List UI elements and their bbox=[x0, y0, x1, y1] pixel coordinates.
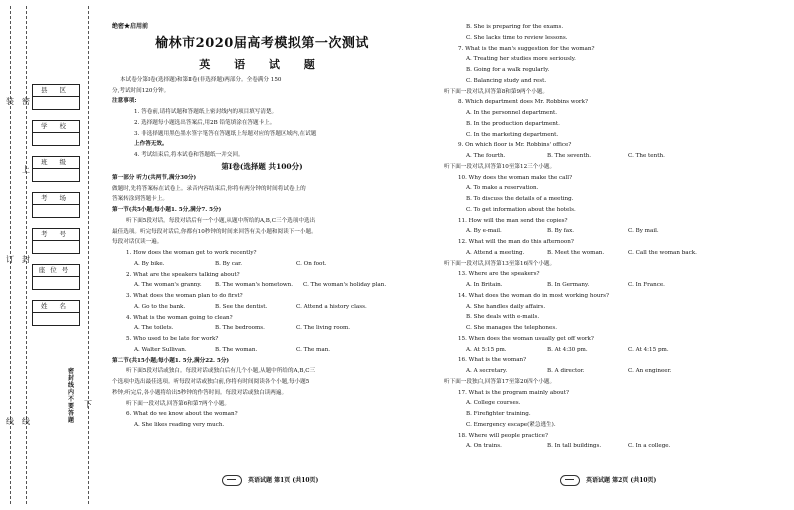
instruction: 听下面一段对话,回答第10至第12三个小题。 bbox=[444, 163, 556, 170]
note-1: 1. 答卷前,请将试题和答题纸上密封线内的项目填写清楚。 bbox=[134, 109, 278, 115]
option: C. The man. bbox=[296, 346, 331, 353]
option: C. To get information about the hotels. bbox=[466, 206, 576, 213]
left-questions bbox=[112, 248, 412, 356]
option: B. By fax. bbox=[547, 228, 575, 235]
option: A. Walter Sullivan. bbox=[134, 346, 187, 353]
footer-left-text: 英语试题 第1页 (共10页) bbox=[248, 477, 319, 484]
option: B. The seventh. bbox=[547, 153, 591, 159]
question-stem: 10. Why does the woman make the call? bbox=[458, 174, 573, 181]
option-row bbox=[112, 345, 412, 356]
option-row bbox=[444, 280, 744, 291]
option: B. She deals with e-mails. bbox=[466, 314, 540, 321]
part1-heading: 第Ⅰ卷(选择题 共100分) bbox=[221, 161, 303, 171]
left-column bbox=[112, 0, 412, 431]
part-desc-1: 做题时,先将答案标在试卷上。录音内容结束后,你将有两分钟的时间将试卷上的 bbox=[112, 185, 306, 192]
option-row bbox=[444, 226, 744, 237]
section2-desc-2: 个选项中选出最佳选项。听每段对话或独白前,你将有时间阅读各个小题,每小题5 bbox=[112, 379, 310, 385]
question-stem: 15. When does the woman usually get off work? bbox=[458, 335, 594, 342]
cut-line-inner bbox=[88, 6, 89, 504]
field-label: 班 级 bbox=[33, 157, 79, 169]
option: B. Meet the woman. bbox=[547, 249, 605, 256]
section1-desc-3: 每段对话仅读一遍。 bbox=[112, 239, 163, 246]
option: B. Firefighter training. bbox=[466, 411, 531, 417]
option: A. At 5:15 pm. bbox=[466, 346, 507, 353]
inner-char-3: 线 bbox=[22, 417, 30, 426]
seal-warning bbox=[67, 368, 75, 424]
intro-line-1: 本试卷分第Ⅰ卷(选择题)和第Ⅱ卷(非选择题)两部分。全卷满分 150 bbox=[120, 76, 282, 83]
option: C. Call the woman back. bbox=[628, 249, 697, 256]
instruction: 听下面一段对话,回答第13至第16四个小题。 bbox=[444, 260, 556, 267]
option: C. The tenth. bbox=[628, 153, 665, 159]
question-6-option-a: A. She likes reading very much. bbox=[134, 422, 225, 428]
right-column bbox=[444, 22, 744, 452]
option: A. In the personnel department. bbox=[466, 110, 557, 116]
note-2: 2. 选择题每小题选出答案后,用2B 铅笔填涂在答题卡上。 bbox=[134, 119, 276, 126]
option-row bbox=[112, 280, 412, 291]
option: A. The woman's granny. bbox=[134, 282, 202, 289]
field-label: 学 校 bbox=[33, 121, 79, 133]
side-mark-down: 下 bbox=[84, 400, 92, 409]
option-row bbox=[112, 323, 412, 334]
option: A. Go to the bank. bbox=[134, 303, 186, 310]
field-label: 考 号 bbox=[33, 229, 79, 241]
option: C. At 4:15 pm. bbox=[628, 346, 669, 353]
footer-right-text: 英语试题 第2页 (共10页) bbox=[586, 477, 657, 484]
note-3: 3. 非选择题用黑色墨水签字笔答在答题纸上每题对应的答题区域内,在试题 bbox=[134, 130, 317, 137]
option: B. In tall buildings. bbox=[547, 443, 602, 450]
option: A. Attend a meeting. bbox=[466, 249, 525, 256]
option: B. The woman. bbox=[215, 346, 258, 353]
field-county bbox=[32, 84, 80, 110]
field-exam-room bbox=[32, 192, 80, 218]
option: A. The toilets. bbox=[134, 325, 174, 332]
option-row bbox=[112, 302, 412, 313]
option: A. She handles daily affairs. bbox=[466, 303, 546, 310]
question-stem: 11. How will the man send the copies? bbox=[458, 217, 568, 224]
note-4: 4. 考试结束后,将本试卷和答题纸一并交回。 bbox=[134, 152, 244, 158]
option: C. In a college. bbox=[628, 443, 671, 450]
section2-title: 第二节(共15小题;每小题1. 5分,满分22. 5分) bbox=[112, 357, 230, 364]
logo-icon bbox=[560, 475, 580, 486]
section1-desc-1: 听下面5段对话。每段对话后有一个小题,从题中所给的A,B,C三个选项中选出 bbox=[126, 217, 316, 224]
question-stem: 14. What does the woman do in most working hours? bbox=[458, 292, 609, 299]
option: A. On trains. bbox=[466, 443, 502, 450]
option: C. The living room. bbox=[296, 325, 351, 332]
question-stem: 9. On which floor is Mr. Robbins' office? bbox=[458, 142, 572, 149]
option: C. She lacks time to review lessons. bbox=[466, 34, 568, 41]
secret-mark: 绝密★启用前 bbox=[112, 23, 149, 30]
option: A. Treating her studies more seriously. bbox=[466, 56, 576, 63]
option: A. A secretary. bbox=[466, 368, 508, 374]
option: A. In Britain. bbox=[466, 282, 503, 288]
section2-desc-1: 听下面5段对话或独白。每段对话或独白后有几个小题,从题中所给的A,B,C三 bbox=[126, 368, 316, 375]
option: C. In the marketing department. bbox=[466, 131, 559, 138]
inner-char-2: 封 bbox=[22, 255, 30, 264]
option: B. In the production department. bbox=[466, 120, 560, 127]
option: C. An engineer. bbox=[628, 368, 672, 374]
question-stem: 3. What does the woman plan to do first? bbox=[126, 293, 243, 299]
question-stem: 8. Which department does Mr. Robbins work? bbox=[458, 99, 588, 106]
footer-right bbox=[560, 475, 656, 486]
outer-char-2: 订 bbox=[6, 255, 14, 264]
option: C. The woman's holiday plan. bbox=[303, 282, 387, 289]
field-label: 考 场 bbox=[33, 193, 79, 205]
instruction: 听下面一段独白,回答第17至第20四个小题。 bbox=[444, 378, 556, 385]
outer-char-1: 装 bbox=[6, 97, 14, 106]
section2-desc-3: 秒钟;听完后,各小题将给出5秒钟的作答时间。每段对话或独白读两遍。 bbox=[112, 389, 288, 396]
option-row bbox=[444, 441, 744, 452]
binding-strip bbox=[8, 6, 94, 504]
logo-icon bbox=[222, 475, 242, 486]
question-stem: 17. What is the program mainly about? bbox=[458, 389, 569, 396]
option: B. See the dentist. bbox=[215, 303, 268, 310]
intro-line-2: 分,考试时间120分钟。 bbox=[112, 87, 170, 94]
option: B. The bedrooms. bbox=[215, 325, 265, 332]
field-exam-number bbox=[32, 228, 80, 254]
section1-desc-2: 最佳选项。听完每段对话后,你都有10秒钟的时间来回答有关小题和阅读下一小题。 bbox=[112, 228, 317, 235]
instruction: 听下面一段对话,回答第8和第9两个小题。 bbox=[444, 88, 548, 95]
question-6: 6. What do we know about the woman? bbox=[126, 411, 238, 418]
option: C. She manages the telephones. bbox=[466, 325, 557, 331]
option-row bbox=[444, 151, 744, 162]
option: B. At 4:30 pm. bbox=[547, 346, 588, 353]
option: C. On foot. bbox=[296, 260, 327, 267]
notes-title: 注意事项: bbox=[112, 98, 137, 105]
option: C. Balancing study and rest. bbox=[466, 77, 547, 84]
option: C. By mail. bbox=[628, 228, 659, 235]
option: B. Going for a walk regularly. bbox=[466, 67, 550, 73]
option: A. College courses. bbox=[466, 400, 521, 407]
option: C. In France. bbox=[628, 282, 665, 288]
question-stem: 16. What is the woman? bbox=[458, 357, 527, 364]
option: B. By car. bbox=[215, 260, 243, 267]
question-stem: 12. What will the man do this afternoon? bbox=[458, 239, 574, 245]
option: B. To discuss the details of a meeting. bbox=[466, 196, 574, 202]
section1-title: 第一节(共5小题;每小题1. 5分,满分7. 5分) bbox=[112, 207, 222, 213]
question-stem: 4. What is the woman going to clean? bbox=[126, 314, 233, 321]
footer-left bbox=[222, 475, 318, 486]
field-seat-number bbox=[32, 264, 80, 290]
option: B. The woman's hometown. bbox=[215, 282, 294, 289]
option: A. The fourth. bbox=[466, 153, 506, 159]
section2-desc-4: 听下面一段对话,回答第6和第7两个小题。 bbox=[126, 400, 230, 407]
field-label: 姓 名 bbox=[33, 301, 79, 313]
part-desc-2: 答案转涂到答题卡上。 bbox=[112, 196, 168, 203]
question-stem: 1. How does the woman get to work recently? bbox=[126, 250, 257, 256]
note-3-cont: 上作答无效。 bbox=[134, 141, 168, 148]
seal-warning-text: 密封线内不要答题 bbox=[67, 368, 74, 424]
field-class bbox=[32, 156, 80, 182]
option: C. Emergency escape(紧急逃生). bbox=[466, 421, 556, 428]
question-stem: 5. Who used to be late for work? bbox=[126, 336, 219, 342]
field-name bbox=[32, 300, 80, 326]
question-stem: 18. Where will people practice? bbox=[458, 432, 548, 439]
option-row bbox=[444, 366, 744, 377]
option: B. A director. bbox=[547, 368, 585, 374]
option: B. In Germany. bbox=[547, 282, 590, 288]
question-stem: 7. What is the man's suggestion for the woman? bbox=[458, 45, 595, 52]
option: A. By bike. bbox=[134, 260, 165, 267]
option: A. By e-mail. bbox=[466, 228, 502, 235]
field-label: 座位号 bbox=[33, 265, 79, 277]
side-mark-up: 上 bbox=[22, 165, 30, 174]
subject-title: 英 语 试 题 bbox=[199, 57, 325, 71]
field-school bbox=[32, 120, 80, 146]
option: B. She is preparing for the exams. bbox=[466, 24, 564, 30]
question-stem: 2. What are the speakers talking about? bbox=[126, 271, 240, 278]
option: A. To make a reservation. bbox=[466, 185, 539, 192]
question-stem: 13. Where are the speakers? bbox=[458, 271, 540, 278]
inner-char-1: 密 bbox=[22, 97, 30, 106]
option-row bbox=[444, 248, 744, 259]
option-row bbox=[444, 345, 744, 356]
field-label: 县 区 bbox=[33, 85, 79, 97]
option-row bbox=[112, 259, 412, 270]
exam-title: 榆林市2020届高考模拟第一次测试 bbox=[155, 35, 369, 51]
option: C. Attend a history class. bbox=[296, 303, 367, 310]
part-title: 第一部分 听力(共两节,满分30分) bbox=[112, 174, 197, 181]
outer-char-3: 线 bbox=[6, 417, 14, 426]
